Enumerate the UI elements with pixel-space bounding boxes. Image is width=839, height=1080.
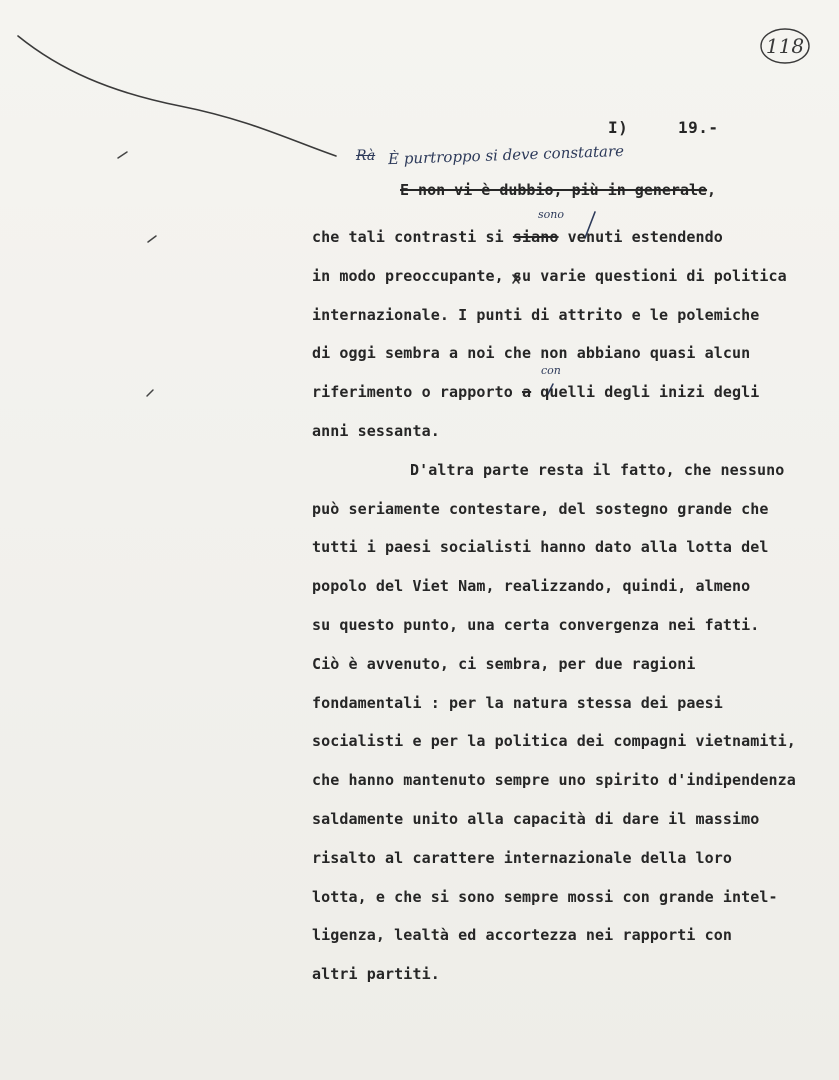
text-fragment: quelli degli inizi degli — [531, 383, 760, 402]
text-line: può seriamente contestare, del sostegno grande che — [312, 499, 769, 518]
handwritten-con: con — [541, 364, 561, 377]
typed-body — [312, 218, 837, 994]
text-fragment: che tali contrasti si — [312, 228, 513, 246]
archive-number: 118 — [765, 34, 805, 58]
diagonal-pen-stroke — [18, 36, 336, 156]
text-line: ligenza, lealtà ed accortezza nei rapporti con — [312, 926, 733, 945]
text-line: altri partiti. — [312, 965, 440, 984]
text-fragment: venuti estendendo — [558, 228, 723, 246]
text-line: che hanno mantenuto sempre uno spirito d'indipendenza — [312, 771, 796, 790]
text-line: D'altra parte resta il fatto, che nessuno — [410, 460, 785, 479]
text-line — [312, 373, 837, 412]
margin-tick-3 — [147, 390, 153, 396]
text-line: tutti i paesi socialisti hanno dato alla lotta del — [312, 538, 769, 557]
text-line — [312, 218, 837, 257]
text-line: socialisti e per la politica dei compagni vietnamiti, — [312, 732, 796, 751]
text-line: su questo punto, una certa convergenza nei fatti. — [312, 615, 760, 634]
text-line: Ciò è avvenuto, ci sembra, per due ragioni — [312, 654, 696, 673]
struck-text: E non vi è dubbio, più in generale — [400, 181, 708, 199]
text-line: saldamente unito alla capacità di dare il massimo — [312, 809, 760, 828]
text-fragment: riferimento o rapporto — [312, 383, 523, 402]
text-line: fondamentali : per la natura stessa dei paesi — [312, 693, 723, 712]
margin-tick-2 — [148, 236, 156, 242]
margin-tick-1 — [118, 152, 127, 158]
struck-sentence — [400, 181, 716, 199]
struck-word: a — [522, 383, 532, 402]
text-line: internazionale. I punti di attrito e le polemiche — [312, 305, 760, 324]
text-line: risalto al carattere internazionale della loro — [312, 848, 733, 867]
handwritten-prefix: Rà — [356, 148, 376, 164]
section-label: I) — [608, 118, 629, 137]
text-line: di oggi sembra a noi che non abbiano quasi alcun — [312, 344, 751, 363]
handwritten-insertion: È purtroppo si deve constatare — [387, 141, 625, 169]
handwritten-sono: sono — [538, 208, 564, 221]
text-line: anni sessanta. — [312, 421, 440, 440]
text-line: lotta, e che si sono sempre mossi con grande intel- — [312, 887, 778, 906]
text-line: popolo del Viet Nam, realizzando, quindi, almeno — [312, 577, 751, 596]
struck-word: siano — [512, 228, 559, 246]
text-line: in modo preoccupante, su varie questioni di politica — [312, 266, 787, 285]
struck-trail: , — [707, 181, 717, 199]
page-number: 19.- — [678, 118, 719, 137]
